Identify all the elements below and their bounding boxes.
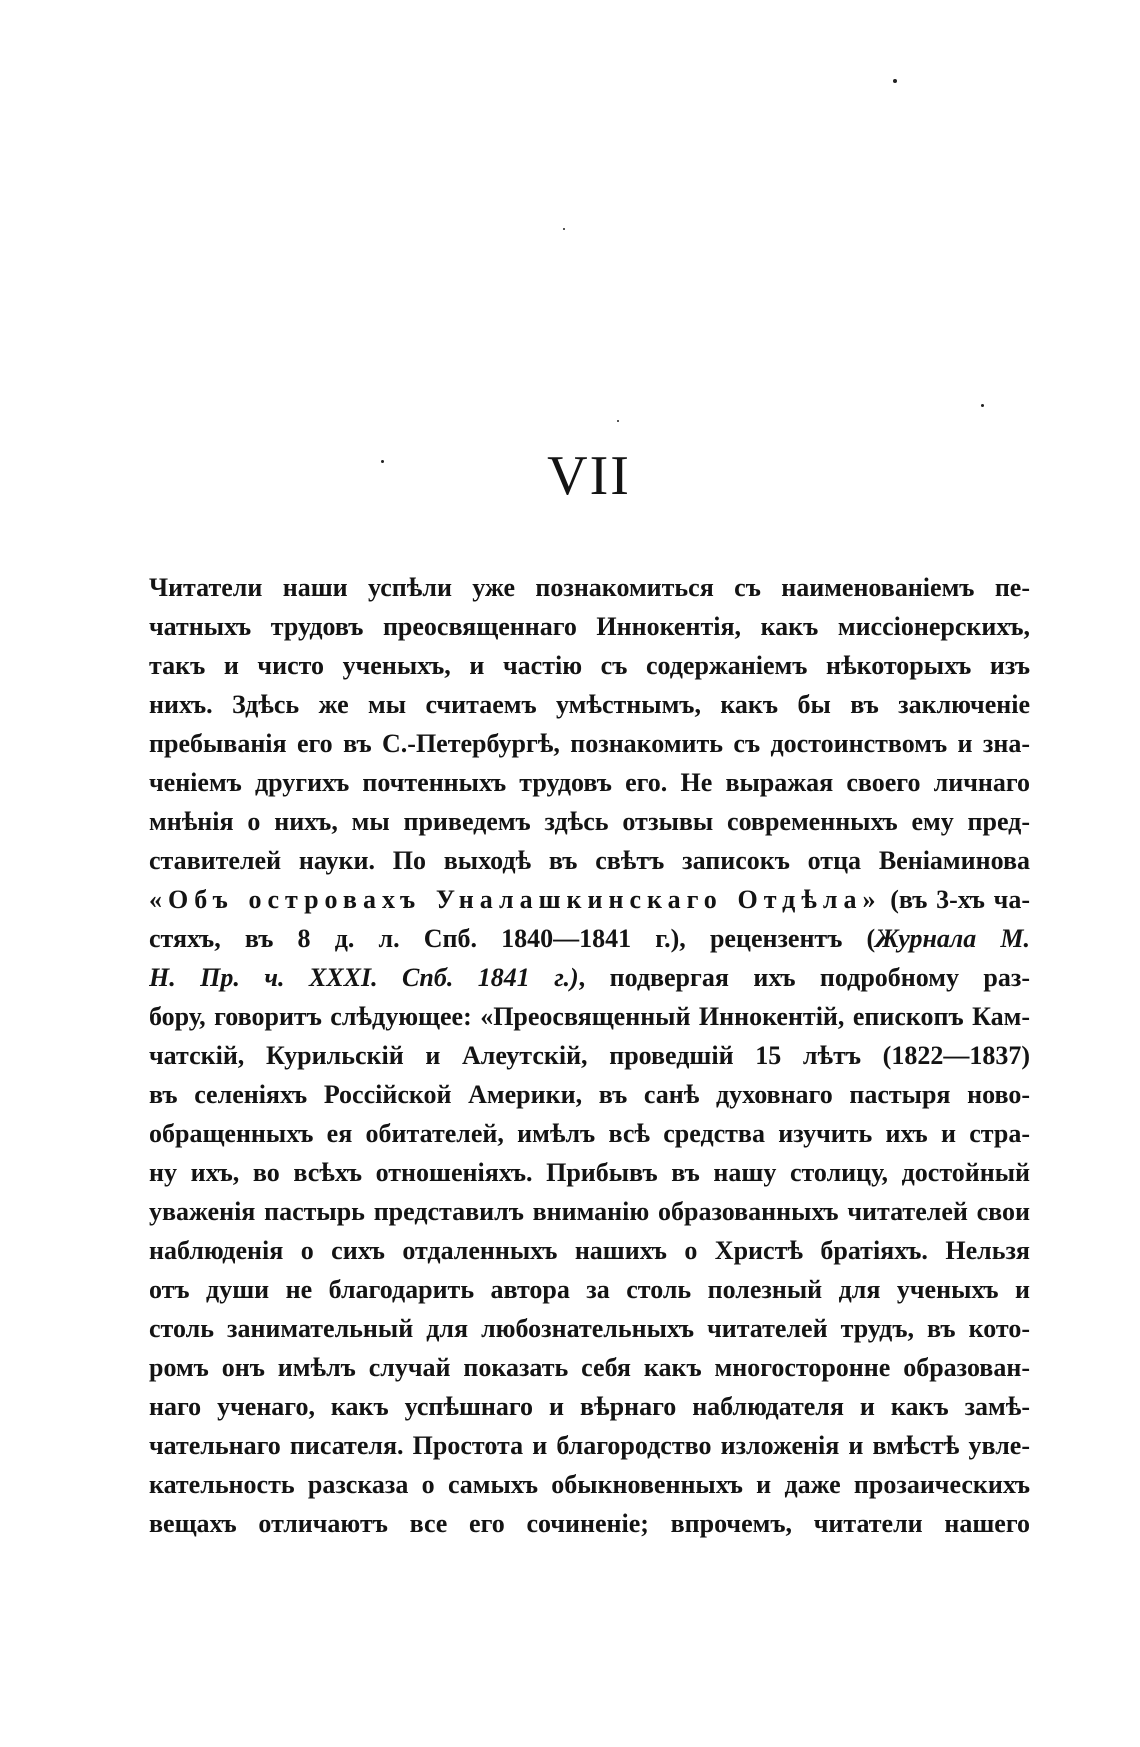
text-line: наго ученаго, какъ успѣшнаго и вѣрнаго наблюдателя и какъ замѣ- <box>149 1392 1030 1421</box>
scan-speck <box>617 420 619 422</box>
text-line: въ селеніяхъ Россійской Америки, въ санѣ духовнаго пастыря ново- <box>149 1080 1030 1109</box>
spaced-title: «Объ островахъ Уналашкинскаго Отдѣла» <box>149 885 882 914</box>
text-line: чательнаго писателя. Простота и благородство изложенія и вмѣстѣ увле- <box>149 1431 1030 1460</box>
scan-speck <box>981 404 984 407</box>
text-line: ченіемъ другихъ почтенныхъ трудовъ его. Не выражая своего личнаго <box>149 768 1030 797</box>
text-line: чатскій, Курильскій и Алеутскій, проведшій 15 лѣтъ (1822—1837) <box>149 1041 1030 1070</box>
text-line: отъ души не благодарить автора за столь полезный для ученыхъ и <box>149 1275 1030 1304</box>
text-line: кательность разсказа о самыхъ обыкновенныхъ и даже прозаическихъ <box>149 1470 1030 1499</box>
text-line: бору, говоритъ слѣдующее: «Преосвященный Иннокентій, епископъ Кам- <box>149 1002 1030 1031</box>
text-line: уваженія пастырь представилъ вниманію образованныхъ читателей свои <box>149 1197 1030 1226</box>
text-line: столь занимательный для любознательныхъ читателей трудъ, въ кото- <box>149 1314 1030 1343</box>
scan-speck <box>563 228 565 230</box>
italic-citation: Журнала М. <box>875 924 1030 953</box>
text-line: чатныхъ трудовъ преосвященнаго Иннокентія, какъ миссіонерскихъ, <box>149 612 1030 641</box>
text-line: вещахъ отличаютъ все его сочиненіе; впрочемъ, читатели нашего <box>149 1509 1030 1538</box>
text-line <box>149 919 1030 958</box>
text-line: обращенныхъ ея обитателей, имѣлъ всѣ средства изучить ихъ и стра- <box>149 1119 1030 1148</box>
text-line: такъ и чисто ученыхъ, и частію съ содержаніемъ нѣкоторыхъ изъ <box>149 651 1030 680</box>
text-line: Читатели наши успѣли уже познакомиться съ наименованіемъ пе- <box>149 573 1030 602</box>
chapter-number: VII <box>547 445 631 507</box>
text-line: наблюденія о сихъ отдаленныхъ нашихъ о Христѣ братіяхъ. Нельзя <box>149 1236 1030 1265</box>
text-line: нихъ. Здѣсь же мы считаемъ умѣстнымъ, какъ бы въ заключеніе <box>149 690 1030 719</box>
body-text <box>149 568 1030 1543</box>
text-line: ромъ онъ имѣлъ случай показать себя какъ многосторонне образован- <box>149 1353 1030 1382</box>
text-line: ставителей науки. По выходѣ въ свѣтъ записокъ отца Веніаминова <box>149 846 1030 875</box>
text-line: мнѣнія о нихъ, мы приведемъ здѣсь отзывы современныхъ ему пред- <box>149 807 1030 836</box>
text-line <box>149 958 1030 997</box>
italic-citation: Н. Пр. ч. XXXI. Спб. 1841 г.) <box>149 963 579 992</box>
scan-speck <box>893 79 897 83</box>
text-line: ну ихъ, во всѣхъ отношеніяхъ. Прибывъ въ нашу столицу, достойный <box>149 1158 1030 1187</box>
text-line <box>149 880 1030 919</box>
text-line: пребыванія его въ С.-Петербургѣ, познакомить съ достоинствомъ и зна- <box>149 729 1030 758</box>
text-fragment: (въ 3-хъ ча- <box>881 885 1030 914</box>
text-fragment: стяхъ, въ 8 д. л. Спб. 1840—1841 г.), рецензентъ ( <box>149 924 876 953</box>
text-fragment: , подвергая ихъ подробному раз- <box>578 963 1030 992</box>
